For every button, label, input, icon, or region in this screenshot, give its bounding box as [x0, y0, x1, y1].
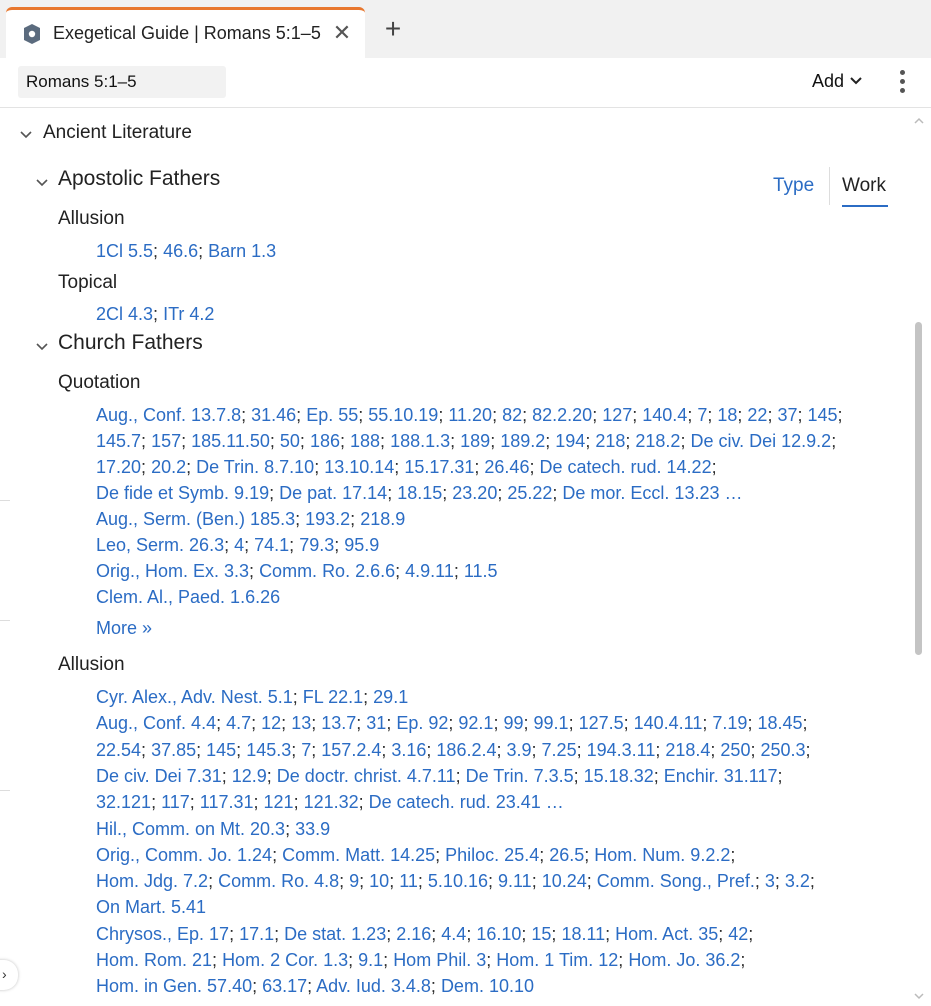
reference-link[interactable]: Cyr. Alex., Adv. Nest. 5.1 — [96, 687, 293, 707]
reference-link[interactable]: 11 — [399, 871, 418, 892]
reference-link[interactable]: 185.11.50 — [191, 431, 270, 451]
reference-link[interactable]: 11.5 — [463, 561, 498, 581]
reference-link[interactable]: Philoc. 25.4 — [445, 844, 540, 865]
reference-link[interactable]: De Trin. 8.7.10 — [196, 457, 315, 477]
reference-link[interactable]: 12.9 — [231, 765, 267, 786]
chevron-down-icon[interactable] — [35, 340, 49, 354]
reference-link[interactable]: 50 — [279, 431, 300, 451]
reference-link[interactable]: 42 — [728, 923, 749, 944]
reference-link[interactable]: ITr 4.2 — [163, 304, 215, 324]
reference-link[interactable]: Dem. 10.10 — [440, 976, 534, 997]
reference-link[interactable]: 46.6 — [163, 241, 199, 261]
reference-link[interactable]: 145 — [206, 739, 237, 760]
reference-link[interactable]: Aug., Conf. 4.4 — [96, 713, 217, 734]
reference-link[interactable]: 9.1 — [358, 950, 384, 970]
reference-link[interactable]: 10.24 — [541, 871, 587, 892]
reference-link[interactable]: 157 — [151, 431, 182, 451]
reference-link[interactable]: De fide et Symb. 9.19 — [96, 483, 270, 503]
reference-link[interactable]: 186 — [309, 431, 340, 451]
reference-link[interactable]: De Trin. 7.3.5 — [465, 765, 574, 786]
reference-link[interactable]: 33.9 — [295, 818, 331, 839]
scroll-up-icon[interactable] — [913, 115, 925, 127]
reference-line: De fide et Symb. 9.19; De pat. 17.14; 18.15; 23.20; 25.22; De mor. Eccl. 13.23 … — [96, 483, 743, 503]
reference-link[interactable]: 63.17 — [262, 976, 308, 997]
reference-link[interactable]: 218.4 — [665, 739, 711, 760]
reference-link[interactable]: 188.1.3 — [390, 431, 451, 451]
reference-link[interactable]: 140.4.11 — [633, 713, 703, 734]
reference-link[interactable]: Comm. Ro. 2.6.6 — [259, 561, 396, 581]
section-ancient-literature[interactable]: Ancient Literature — [43, 122, 192, 143]
reference-link[interactable]: 140.4 — [642, 405, 688, 425]
reference-link[interactable]: 92.1 — [458, 713, 494, 734]
reference-line — [96, 896, 206, 918]
reference-link[interactable]: 15.17.31 — [404, 457, 475, 477]
reference-link[interactable]: 186.2.4 — [436, 739, 497, 760]
section-apostolic-fathers[interactable]: Apostolic Fathers — [58, 167, 221, 190]
reference-link[interactable]: Barn 1.3 — [208, 241, 277, 261]
reference-link[interactable]: Enchir. 31.117 — [663, 765, 778, 786]
reference-line: 1Cl 5.5; 46.6; Barn 1.3 — [96, 241, 277, 261]
reference-line: Hil., Comm. on Mt. 20.3; 33.9 — [96, 818, 331, 839]
reference-line: Chrysos., Ep. 17; 17.1; De stat. 1.23; 2.16; 4.4; 16.10; 15; 18.11; Hom. Act. 35; 42; — [96, 923, 754, 944]
reference-link[interactable]: 3.2 — [784, 871, 810, 892]
reference-link[interactable]: 22 — [747, 405, 768, 425]
reference-link[interactable]: Ep. 92 — [396, 713, 449, 734]
reference-link[interactable]: Hom. Act. 35 — [615, 923, 719, 944]
reference-line: Aug., Conf. 13.7.8; 31.46; Ep. 55; 55.10.19; 11.20; 82; 82.2.20; 127; 140.4; 7; 18; 22; 37; 145; — [96, 405, 843, 425]
reference-link[interactable]: 18.11 — [561, 923, 606, 944]
reference-link[interactable]: 127 — [602, 405, 633, 425]
group-label-quotation: Quotation — [58, 372, 141, 393]
reference-link[interactable]: Hom. Num. 9.2.2 — [594, 844, 731, 865]
reference-link[interactable]: 127.5 — [578, 713, 624, 734]
reference-link[interactable]: Comm. Song., Pref. — [596, 871, 755, 892]
reference-line: Orig., Comm. Jo. 1.24; Comm. Matt. 14.25; Philoc. 25.4; 26.5; Hom. Num. 9.2.2; — [96, 844, 736, 865]
group-label-topical: Topical — [58, 272, 118, 293]
reference-link[interactable]: On Mart. 5.41 — [96, 897, 207, 918]
reference-link[interactable]: 7 — [697, 405, 708, 425]
reference-line: Hom. Rom. 21; Hom. 2 Cor. 1.3; 9.1; Hom Phil. 3; Hom. 1 Tim. 12; Hom. Jo. 36.2; — [96, 950, 746, 970]
reference-link[interactable]: Hom. 2 Cor. 1.3 — [222, 950, 349, 970]
reference-link[interactable]: 23.20 — [452, 483, 498, 503]
reference-link[interactable]: 4 — [234, 535, 245, 555]
reference-link[interactable]: 18 — [717, 405, 738, 425]
toggle-work[interactable]: Work — [842, 175, 886, 196]
reference-link[interactable]: 9.11 — [498, 871, 532, 892]
reference-link[interactable]: 99 — [503, 713, 524, 734]
reference-link[interactable]: 194 — [555, 431, 586, 451]
scrollbar-thumb[interactable] — [915, 322, 922, 655]
reference-link[interactable]: 121 — [263, 792, 294, 813]
reference-link[interactable]: 250.3 — [760, 739, 806, 760]
reference-link[interactable]: De doctr. christ. 4.7.11 — [276, 765, 456, 786]
toggle-type[interactable]: Type — [773, 175, 815, 196]
reference-link[interactable]: Aug., Serm. (Ben.) 185.3 — [96, 509, 296, 529]
reference-link[interactable]: 218.2 — [635, 431, 681, 451]
section-church-fathers[interactable]: Church Fathers — [58, 331, 203, 354]
reference-link[interactable]: Adv. Iud. 3.4.8 — [316, 976, 431, 997]
reference-link[interactable]: 12 — [261, 713, 282, 734]
reference-line: 2Cl 4.3; ITr 4.2 — [96, 304, 215, 324]
tab-title: Exegetical Guide | Romans 5:1–5 — [53, 23, 321, 43]
reference-link[interactable]: De catech. rud. 23.41 … — [368, 792, 564, 813]
add-button[interactable] — [812, 71, 862, 92]
reference-link[interactable]: 26.5 — [549, 844, 585, 865]
reference-line: Aug., Serm. (Ben.) 185.3; 193.2; 218.9 — [96, 509, 406, 529]
reference-line: Orig., Hom. Ex. 3.3; Comm. Ro. 2.6.6; 4.9.11; 11.5 — [96, 561, 498, 581]
reference-link[interactable]: Hil., Comm. on Mt. 20.3 — [96, 818, 286, 839]
reference-link[interactable]: 121.32 — [303, 792, 359, 813]
reference-link[interactable]: 13.10.14 — [324, 457, 395, 477]
divider — [0, 790, 10, 791]
reference-link[interactable]: 218 — [595, 431, 626, 451]
divider — [0, 620, 10, 621]
reference-link[interactable]: 1Cl 5.5 — [96, 241, 154, 261]
reference-link[interactable]: Leo, Serm. 26.3 — [96, 535, 225, 555]
reference-link[interactable]: 4.7 — [226, 713, 252, 734]
group-label-allusion: Allusion — [58, 208, 125, 229]
reference-link[interactable]: Orig., Comm. Jo. 1.24 — [96, 844, 273, 865]
reference-line: 145.7; 157; 185.11.50; 50; 186; 188; 188.1.3; 189; 189.2; 194; 218; 218.2; De civ. Dei 12.9.2; — [96, 431, 837, 451]
reference-line: De civ. Dei 7.31; 12.9; De doctr. christ. 4.7.11; De Trin. 7.3.5; 15.18.32; Enchir. 31.117; — [96, 765, 783, 786]
reference-link[interactable]: 194.3.11 — [586, 739, 656, 760]
reference-link[interactable]: 16.10 — [476, 923, 522, 944]
tab-bar — [0, 0, 931, 58]
toggle-selected-indicator — [842, 205, 888, 207]
reference-link[interactable]: 9 — [349, 871, 360, 892]
guide-content — [0, 109, 931, 1006]
reference-link[interactable]: 37 — [777, 405, 798, 425]
reference-link[interactable]: 29.1 — [373, 687, 409, 707]
reference-link[interactable]: 37.85 — [151, 739, 197, 760]
reference-link[interactable]: 188 — [350, 431, 381, 451]
reference-link[interactable]: 32.121 — [96, 792, 152, 813]
reference-link[interactable]: 79.3 — [299, 535, 335, 555]
reference-link[interactable]: Hom. Jdg. 7.2 — [96, 871, 209, 892]
chevron-down-icon — [850, 77, 862, 85]
chevron-down-icon[interactable] — [19, 128, 33, 142]
reference-link[interactable]: 13 — [291, 713, 312, 734]
group-label-allusion: Allusion — [58, 654, 125, 675]
toggle-divider — [829, 167, 830, 205]
reference-link[interactable]: 7 — [301, 739, 312, 760]
reference-link[interactable]: De pat. 17.14 — [279, 483, 388, 503]
toolbar — [0, 58, 931, 108]
reference-link[interactable]: 145.3 — [246, 739, 292, 760]
reference-link[interactable]: Comm. Matt. 14.25 — [282, 844, 436, 865]
divider — [0, 500, 10, 501]
reference-link[interactable]: 11.20 — [448, 405, 493, 425]
reference-line: 22.54; 37.85; 145; 145.3; 7; 157.2.4; 3.16; 186.2.4; 3.9; 7.25; 194.3.11; 218.4; 250; 250.3; — [96, 739, 811, 760]
guide-icon — [22, 23, 42, 45]
reference-link[interactable]: 7.25 — [541, 739, 577, 760]
scroll-down-icon[interactable] — [913, 990, 925, 1002]
reference-link[interactable]: 13.7 — [321, 713, 357, 734]
reference-link[interactable]: 117.31 — [199, 792, 254, 813]
reference-input[interactable] — [18, 66, 226, 98]
reference-link[interactable]: Hom. 1 Tim. 12 — [496, 950, 619, 970]
reference-link[interactable]: 55.10.19 — [368, 405, 439, 425]
reference-link[interactable]: 3 — [764, 871, 775, 892]
more-vertical-icon[interactable] — [897, 70, 907, 96]
reference-link[interactable]: 95.9 — [344, 535, 380, 555]
reference-link[interactable]: 145 — [807, 405, 838, 425]
reference-link[interactable]: 17.1 — [239, 923, 275, 944]
more-link[interactable]: More » — [96, 618, 153, 638]
reference-link[interactable]: De civ. Dei 7.31 — [96, 765, 222, 786]
reference-link[interactable]: 20.2 — [151, 457, 187, 477]
reference-link[interactable]: 145.7 — [96, 431, 142, 451]
reference-line: Leo, Serm. 26.3; 4; 74.1; 79.3; 95.9 — [96, 535, 380, 555]
reference-link[interactable]: Ep. 55 — [306, 405, 359, 425]
reference-link[interactable]: 7.19 — [712, 713, 748, 734]
reference-link[interactable]: 218.9 — [360, 509, 406, 529]
reference-link[interactable]: 5.10.16 — [427, 871, 488, 892]
reference-link[interactable]: 82.2.20 — [532, 405, 593, 425]
reference-link[interactable]: Chrysos., Ep. 17 — [96, 923, 230, 944]
reference-link[interactable]: De mor. Eccl. 13.23 … — [562, 483, 743, 503]
reference-link[interactable]: Hom. Rom. 21 — [96, 950, 213, 970]
close-icon[interactable]: ✕ — [332, 20, 352, 45]
reference-line: Aug., Conf. 4.4; 4.7; 12; 13; 13.7; 31; Ep. 92; 92.1; 99; 99.1; 127.5; 140.4.11; 7.19; 18.45; — [96, 713, 808, 734]
reference-link[interactable]: 18.15 — [397, 483, 443, 503]
reference-link[interactable]: 2.16 — [396, 923, 432, 944]
reference-link[interactable]: 4.4 — [441, 923, 467, 944]
chevron-right-icon: › — [2, 966, 7, 982]
reference-link[interactable]: 31.46 — [251, 405, 297, 425]
reference-link[interactable]: De catech. rud. 14.22 — [539, 457, 712, 477]
reference-line: Cyr. Alex., Adv. Nest. 5.1; FL 22.1; 29.1 — [96, 687, 409, 707]
reference-link[interactable]: 31 — [366, 713, 387, 734]
reference-link[interactable]: FL 22.1 — [302, 687, 364, 707]
reference-link[interactable]: 17.20 — [96, 457, 142, 477]
reference-link[interactable]: 15 — [531, 923, 552, 944]
reference-link[interactable]: 3.16 — [391, 739, 427, 760]
reference-link[interactable]: 117 — [161, 792, 190, 813]
reference-link[interactable]: Hom Phil. 3 — [393, 950, 487, 970]
reference-line: Hom. in Gen. 57.40; 63.17; Adv. Iud. 3.4.8; Dem. 10.10 — [96, 976, 534, 997]
reference-link[interactable]: 99.1 — [533, 713, 569, 734]
reference-link[interactable]: 25.22 — [507, 483, 553, 503]
reference-line — [96, 586, 280, 608]
reference-link[interactable]: 74.1 — [254, 535, 290, 555]
reference-line: 17.20; 20.2; De Trin. 8.7.10; 13.10.14; 15.17.31; 26.46; De catech. rud. 14.22; — [96, 457, 717, 477]
reference-link[interactable]: 4.9.11 — [405, 561, 454, 581]
add-tab-icon[interactable]: + — [384, 13, 402, 44]
reference-link[interactable]: 26.46 — [484, 457, 530, 477]
reference-link[interactable]: 3.9 — [506, 739, 532, 760]
reference-link[interactable]: Orig., Hom. Ex. 3.3 — [96, 561, 250, 581]
reference-link[interactable]: 157.2.4 — [321, 739, 382, 760]
reference-link[interactable]: 82 — [502, 405, 523, 425]
reference-link[interactable]: Aug., Conf. 13.7.8 — [96, 405, 242, 425]
reference-link[interactable]: 2Cl 4.3 — [96, 304, 154, 324]
reference-link[interactable]: 10 — [369, 871, 390, 892]
reference-link[interactable]: De civ. Dei 12.9.2 — [690, 431, 832, 451]
reference-link[interactable]: 15.18.32 — [583, 765, 654, 786]
chevron-down-icon[interactable] — [35, 176, 49, 190]
reference-link[interactable]: Clem. Al., Paed. 1.6.26 — [96, 587, 281, 607]
reference-link[interactable]: Hom. Jo. 36.2 — [628, 950, 741, 970]
reference-link[interactable]: 18.45 — [757, 713, 803, 734]
reference-link[interactable]: Hom. in Gen. 57.40 — [96, 976, 253, 997]
reference-link[interactable]: 189 — [460, 431, 491, 451]
add-button-label: Add — [812, 71, 845, 91]
reference-line: Hom. Jdg. 7.2; Comm. Ro. 4.8; 9; 10; 11; 5.10.16; 9.11; 10.24; Comm. Song., Pref.; 3; 3.2; — [96, 871, 815, 892]
reference-link[interactable]: 22.54 — [96, 739, 142, 760]
reference-line: 32.121; 117; 117.31; 121; 121.32; De catech. rud. 23.41 … — [96, 792, 564, 813]
reference-link[interactable]: 193.2 — [305, 509, 351, 529]
reference-link[interactable]: De stat. 1.23 — [284, 923, 387, 944]
tab-exegetical-guide[interactable] — [6, 7, 365, 58]
reference-link[interactable]: Comm. Ro. 4.8 — [218, 871, 340, 892]
reference-link[interactable]: 189.2 — [500, 431, 546, 451]
reference-link[interactable]: 250 — [720, 739, 751, 760]
